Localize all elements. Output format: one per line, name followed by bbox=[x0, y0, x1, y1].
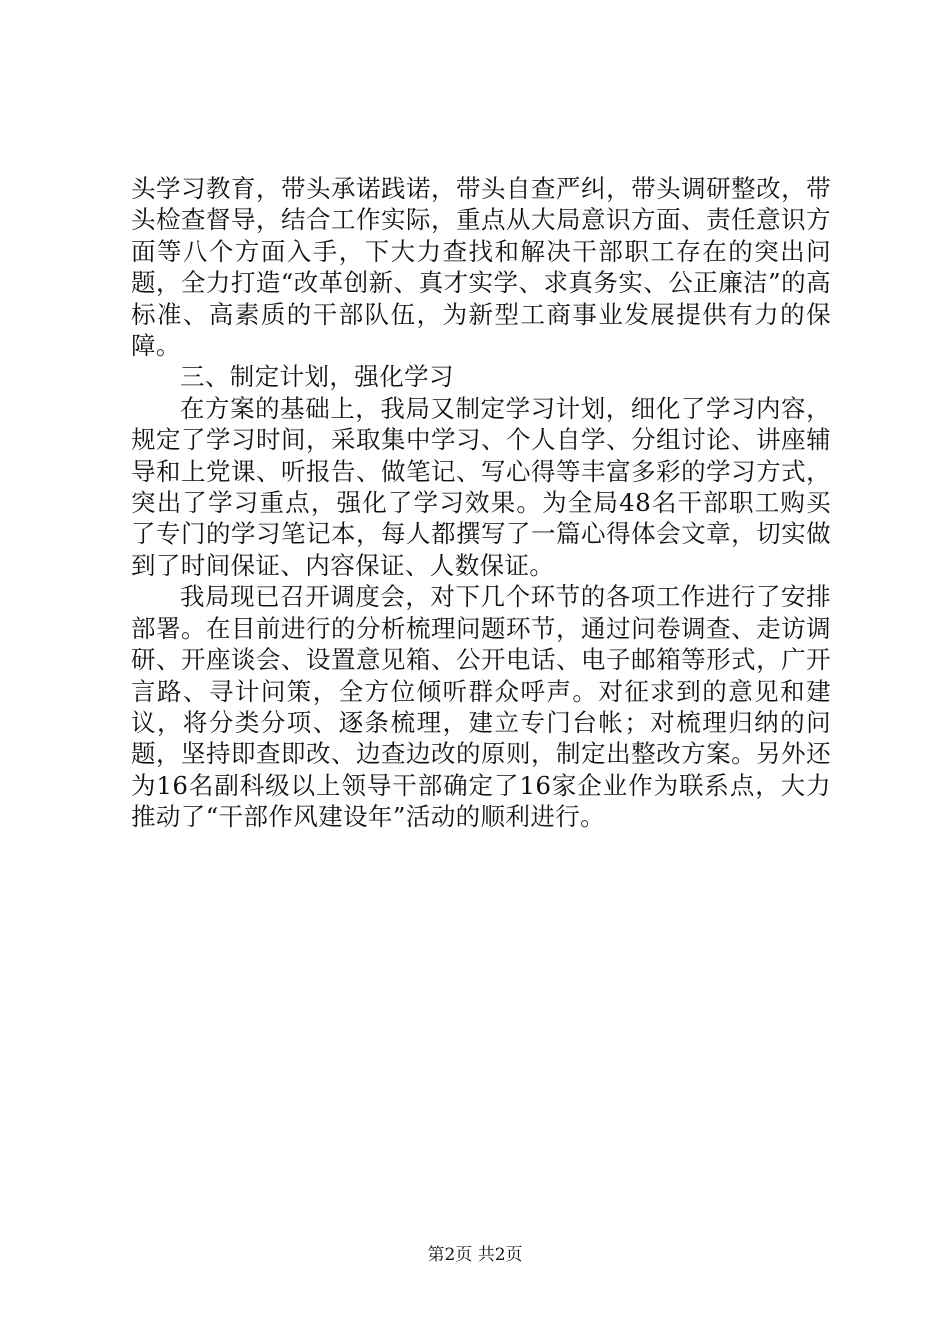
paragraph-2: 在方案的基础上，我局又制定学习计划，细化了学习内容，规定了学习时间，采取集中学习、个人自学、分组讨论、讲座辅导和上党课、听报告、做笔记、写心得等丰富多彩的学习方式，突出了学习重点，强化了学习效果。为全局48名干部职工购买了专门的学习笔记本，每人都撰写了一篇心得体会文章，切实做到了时间保证、内容保证、人数保证。 bbox=[131, 393, 831, 580]
paragraph-1: 头学习教育，带头承诺践诺，带头自查严纠，带头调研整改，带头检查督导，结合工作实际，重点从大局意识方面、责任意识方面等八个方面入手，下大力查找和解决干部职工存在的突出问题，全力打造“改革创新、真才实学、求真务实、公正廉洁”的高标准、高素质的干部队伍，为新型工商事业发展提供有力的保障。 bbox=[131, 174, 831, 361]
page-footer bbox=[0, 1244, 950, 1266]
page-number: 第2页 共2页 bbox=[427, 1245, 523, 1265]
paragraph-3: 我局现已召开调度会，对下几个环节的各项工作进行了安排部署。在目前进行的分析梳理问题环节，通过问卷调查、走访调研、开座谈会、设置意见箱、公开电话、电子邮箱等形式，广开言路、寻计问策，全方位倾听群众呼声。对征求到的意见和建议，将分类分项、逐条梳理，建立专门台帐；对梳理归纳的问题，坚持即查即改、边查边改的原则，制定出整改方案。另外还为16名副科级以上领导干部确定了16家企业作为联系点，大力推动了“干部作风建设年”活动的顺利进行。 bbox=[131, 582, 831, 832]
document-body bbox=[131, 173, 831, 833]
section-heading: 三、制定计划，强化学习 bbox=[180, 362, 454, 392]
